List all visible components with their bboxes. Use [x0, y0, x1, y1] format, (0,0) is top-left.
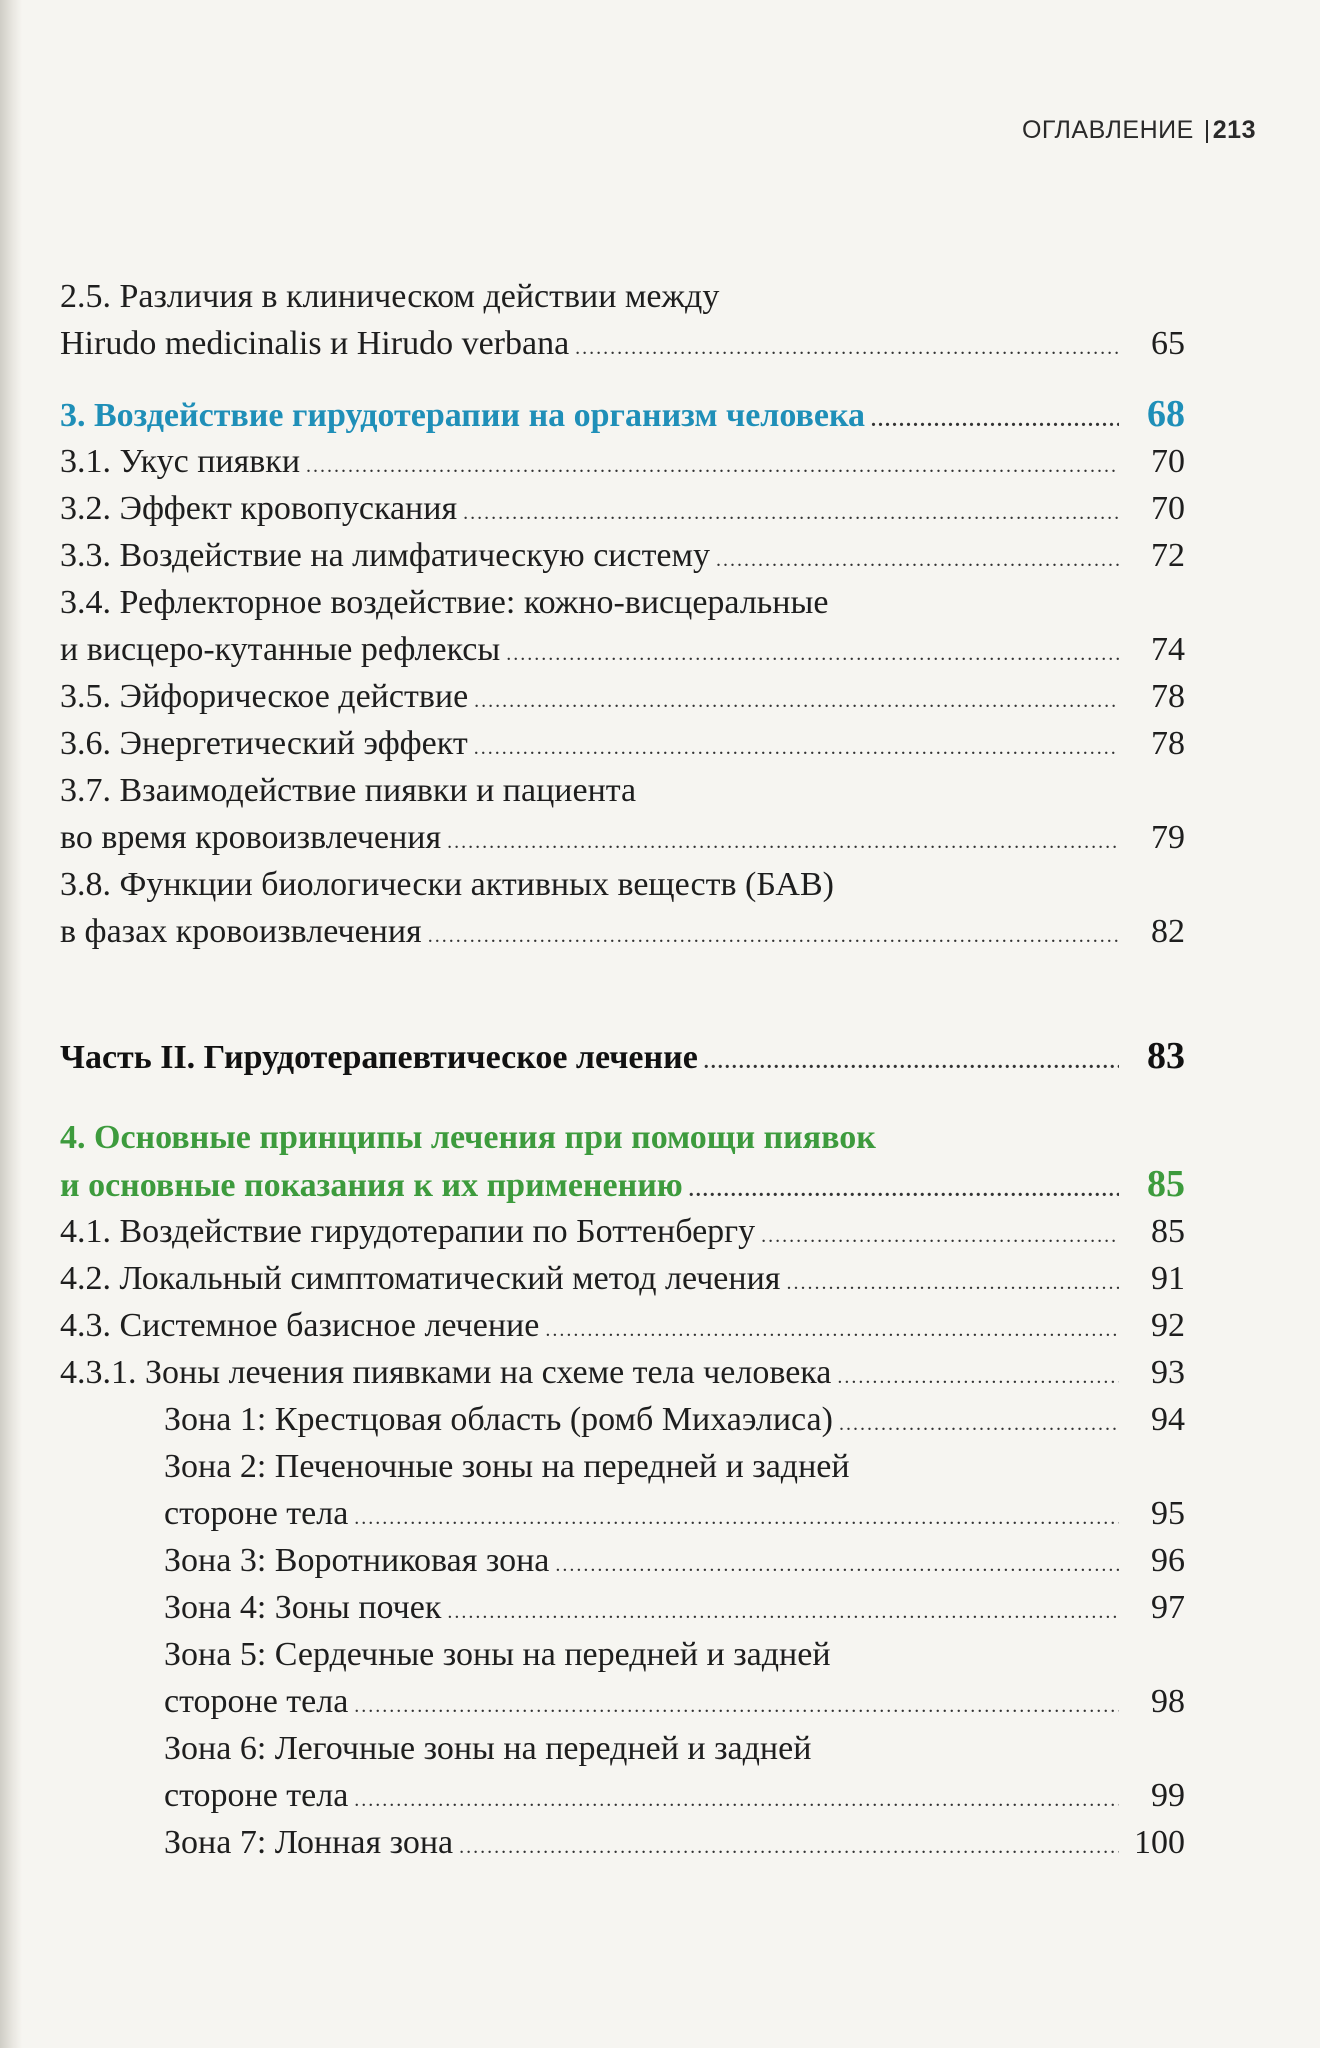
leader-dots [761, 1213, 1119, 1260]
leader-dots [689, 1167, 1119, 1214]
leader-dots [506, 631, 1119, 678]
toc-entry-label: 4.3. Системное базисное лечение [60, 1307, 540, 1344]
toc-page-number: 97 [1151, 1589, 1185, 1626]
toc-entry-label: стороне тела [164, 1777, 349, 1814]
toc-entry-label: Зона 4: Зоны почек [164, 1589, 442, 1626]
running-head-title: ОГЛАВЛЕНИЕ [1021, 116, 1194, 144]
part-title: Часть II. Гирудотерапевтическое лечение [60, 1039, 698, 1076]
toc-entry-3-4[interactable] [60, 626, 1185, 673]
toc-entry-label: 2.5. Различия в клиническом действии между [60, 278, 720, 315]
toc-entry-label: и висцеро-кутанные рефлексы [60, 631, 501, 668]
toc-entry-3-7-line1 [60, 767, 1185, 814]
toc-entry-label: 3.3. Воздействие на лимфатическую систему [60, 537, 711, 574]
toc-entry-label: 3.6. Энергетический эффект [60, 725, 468, 762]
chapter-title: 4. Основные принципы лечения при помощи пиявок [60, 1119, 876, 1156]
toc-entry-3-7[interactable] [60, 814, 1185, 861]
leader-dots [354, 1777, 1119, 1824]
toc-entry-label: 3.5. Эйфорическое действие [60, 678, 469, 715]
toc-zone-3[interactable] [60, 1537, 1185, 1584]
leader-dots [354, 1683, 1119, 1730]
toc-page-number: 96 [1151, 1542, 1185, 1579]
leader-dots [447, 819, 1119, 866]
toc-page-number: 79 [1151, 819, 1185, 856]
toc-entry-2-5-line1 [60, 273, 1185, 320]
toc-entry-label: Зона 6: Легочные зоны на передней и задней [164, 1730, 812, 1767]
leader-dots [871, 397, 1119, 444]
toc-entry-4-2[interactable] [60, 1255, 1185, 1302]
leader-dots [447, 1589, 1119, 1636]
toc-page-number: 82 [1151, 913, 1185, 950]
toc-entry-label: Зона 5: Сердечные зоны на передней и задней [164, 1636, 831, 1673]
chapter-title: и основные показания к их применению [60, 1167, 683, 1204]
toc-chapter-4-line1 [60, 1114, 1185, 1161]
leader-dots [555, 1542, 1119, 1589]
toc-entry-3-6[interactable] [60, 720, 1185, 767]
toc-entry-label: 3.1. Укус пиявки [60, 443, 301, 480]
toc-page-number: 72 [1151, 537, 1185, 574]
toc-page-number: 99 [1151, 1777, 1185, 1814]
toc-zone-6-line1 [60, 1725, 1185, 1772]
toc-page-number: 78 [1151, 725, 1185, 762]
toc-entry-3-4-line1 [60, 579, 1185, 626]
toc-entry-label: Зона 3: Воротниковая зона [164, 1542, 550, 1579]
toc-entry-label: 4.3.1. Зоны лечения пиявками на схеме тела человека [60, 1354, 832, 1391]
leader-dots [837, 1354, 1119, 1401]
toc-page-number: 94 [1151, 1401, 1185, 1438]
toc-page-number: 70 [1151, 490, 1185, 527]
toc-entry-3-3[interactable] [60, 532, 1185, 579]
leader-dots [575, 325, 1119, 372]
toc-entry-4-3[interactable] [60, 1302, 1185, 1349]
toc-page-number: 98 [1151, 1683, 1185, 1720]
toc-zone-2[interactable] [60, 1490, 1185, 1537]
leader-dots [786, 1260, 1119, 1307]
toc-entry-label: 3.4. Рефлекторное воздействие: кожно-висцеральные [60, 584, 829, 621]
leader-dots [459, 1824, 1119, 1871]
leader-dots [474, 725, 1119, 772]
toc-page-number: 78 [1151, 678, 1185, 715]
toc-entry-label: Зона 2: Печеночные зоны на передней и задней [164, 1448, 850, 1485]
toc-zone-5[interactable] [60, 1678, 1185, 1725]
toc-entry-label: Зона 1: Крестцовая область (ромб Михаэлиса) [164, 1401, 833, 1438]
toc-page-number: 68 [1147, 393, 1185, 435]
toc-entry-label: Зона 7: Лонная зона [164, 1824, 454, 1861]
toc-zone-6[interactable] [60, 1772, 1185, 1819]
leader-dots [474, 678, 1119, 725]
leader-dots [306, 443, 1119, 490]
toc-entry-3-1[interactable] [60, 438, 1185, 485]
toc-zone-1[interactable] [60, 1396, 1185, 1443]
toc-page-number: 85 [1151, 1213, 1185, 1250]
toc-page-number: 95 [1151, 1495, 1185, 1532]
toc-page-number: 93 [1151, 1354, 1185, 1391]
leader-dots [354, 1495, 1119, 1542]
toc-entry-2-5[interactable] [60, 320, 1185, 367]
toc-page-number: 100 [1134, 1824, 1185, 1861]
toc-page-number: 92 [1151, 1307, 1185, 1344]
running-head-page-number: 213 [1212, 116, 1256, 144]
toc-chapter-4[interactable] [60, 1161, 1185, 1208]
running-head [1022, 116, 1256, 145]
toc-page-number: 74 [1151, 631, 1185, 668]
leader-dots [839, 1401, 1119, 1448]
toc-page-number: 91 [1151, 1260, 1185, 1297]
toc-entry-label: 3.2. Эффект кровопускания [60, 490, 458, 527]
leader-dots [545, 1307, 1119, 1354]
page-gutter-shadow [0, 0, 22, 2048]
toc-entry-label: 4.1. Воздействие гирудотерапии по Боттенбергу [60, 1213, 756, 1250]
table-of-contents [60, 273, 1185, 1866]
toc-zone-5-line1 [60, 1631, 1185, 1678]
toc-entry-label: 4.2. Локальный симптоматический метод лечения [60, 1260, 781, 1297]
toc-zone-4[interactable] [60, 1584, 1185, 1631]
toc-entry-3-5[interactable] [60, 673, 1185, 720]
toc-entry-3-8-line1 [60, 861, 1185, 908]
leader-dots [716, 537, 1119, 584]
toc-page-number: 83 [1147, 1035, 1185, 1077]
leader-dots [428, 913, 1119, 960]
toc-entry-label: 3.8. Функции биологически активных веществ (БАВ) [60, 866, 834, 903]
leader-dots [704, 1039, 1119, 1086]
toc-entry-label: во время кровоизвлечения [60, 819, 442, 856]
running-head-separator: | [1203, 116, 1211, 144]
chapter-title: 3. Воздействие гирудотерапии на организм человека [60, 397, 866, 434]
toc-page-number: 65 [1151, 325, 1185, 362]
toc-zone-7[interactable] [60, 1819, 1185, 1866]
toc-entry-3-8[interactable] [60, 908, 1185, 955]
toc-entry-label: стороне тела [164, 1683, 349, 1720]
toc-entry-3-2[interactable] [60, 485, 1185, 532]
toc-page-number: 70 [1151, 443, 1185, 480]
toc-part-2[interactable] [60, 1033, 1185, 1080]
toc-zone-2-line1 [60, 1443, 1185, 1490]
toc-entry-4-3-1[interactable] [60, 1349, 1185, 1396]
toc-entry-label: 3.7. Взаимодействие пиявки и пациента [60, 772, 637, 809]
toc-page-number: 85 [1147, 1163, 1185, 1205]
toc-chapter-3[interactable] [60, 391, 1185, 438]
toc-entry-label: в фазах кровоизвлечения [60, 913, 422, 950]
toc-entry-label: Hirudo medicinalis и Hirudo verbana [60, 325, 570, 362]
toc-entry-label: стороне тела [164, 1495, 349, 1532]
toc-entry-4-1[interactable] [60, 1208, 1185, 1255]
leader-dots [463, 490, 1119, 537]
